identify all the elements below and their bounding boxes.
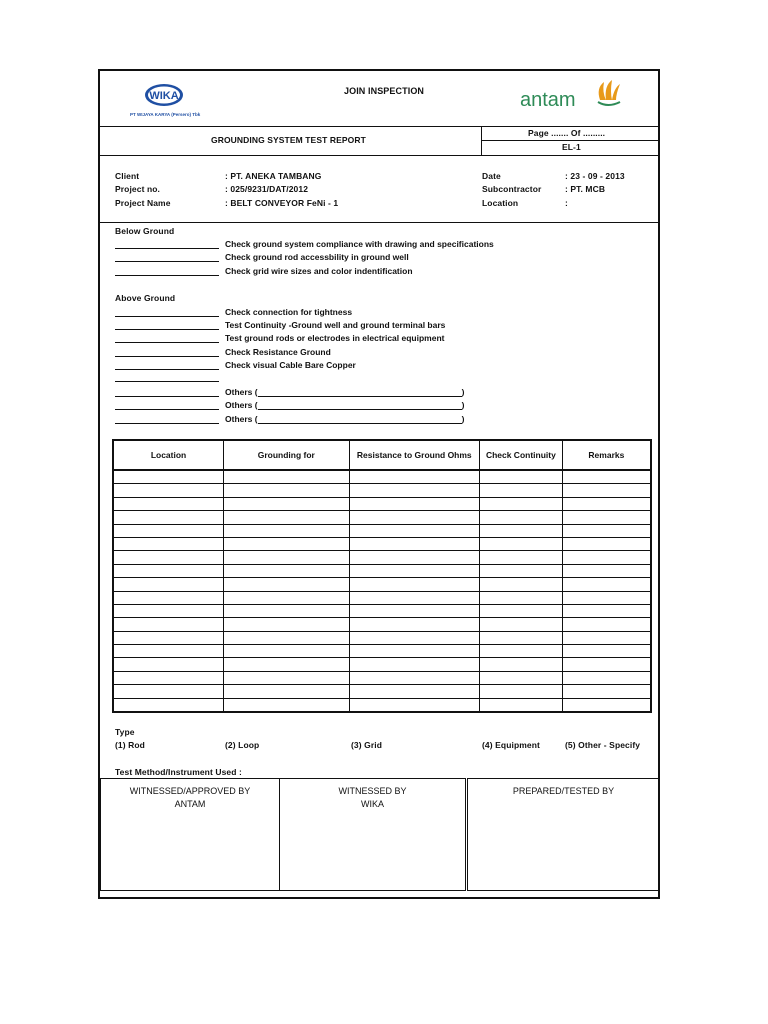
- check-blank[interactable]: [115, 322, 219, 330]
- signature-box-prepared[interactable]: [467, 778, 660, 891]
- others-close: ): [461, 387, 465, 397]
- checklist-item: [115, 239, 494, 249]
- table-cell[interactable]: [113, 591, 224, 604]
- table-row: [113, 497, 651, 510]
- table-cell[interactable]: [224, 524, 350, 537]
- table-row: [113, 645, 651, 658]
- table-cell[interactable]: [224, 698, 350, 712]
- table-row: [113, 537, 651, 550]
- table-cell[interactable]: [224, 618, 350, 631]
- signature-title: PREPARED/TESTED BY: [512, 786, 615, 796]
- table-row: [113, 524, 651, 537]
- table-cell[interactable]: [562, 591, 651, 604]
- table-cell[interactable]: [113, 484, 224, 497]
- project-no-label: Project no.: [115, 184, 161, 194]
- table-row: [113, 578, 651, 591]
- table-cell[interactable]: [480, 698, 563, 712]
- table-cell[interactable]: [113, 470, 224, 484]
- checklist-item: [115, 320, 445, 330]
- date-label: Date: [482, 171, 501, 181]
- page-box-midline: [481, 140, 660, 141]
- info-bottom-line: [98, 222, 660, 223]
- table-row: [113, 470, 651, 484]
- table-row: [113, 604, 651, 617]
- table-cell[interactable]: [224, 470, 350, 484]
- table-cell[interactable]: [480, 537, 563, 550]
- table-cell[interactable]: [562, 564, 651, 577]
- table-cell[interactable]: [224, 537, 350, 550]
- checklist-label: Test Continuity -Ground well and ground terminal bars: [225, 320, 446, 330]
- table-cell[interactable]: [349, 470, 479, 484]
- table-cell[interactable]: [562, 671, 651, 684]
- table-cell[interactable]: [113, 671, 224, 684]
- table-cell[interactable]: [224, 604, 350, 617]
- table-cell[interactable]: [224, 484, 350, 497]
- table-row: [113, 591, 651, 604]
- others-close: ): [461, 400, 465, 410]
- check-blank[interactable]: [115, 362, 219, 370]
- table-cell[interactable]: [113, 551, 224, 564]
- table-cell[interactable]: [480, 524, 563, 537]
- table-cell[interactable]: [480, 685, 563, 698]
- check-blank[interactable]: [115, 335, 219, 343]
- subcontractor-value: : PT. MCB: [565, 184, 606, 194]
- table-cell[interactable]: [113, 564, 224, 577]
- table-cell[interactable]: [349, 645, 479, 658]
- check-blank[interactable]: [115, 402, 219, 410]
- table-cell[interactable]: [480, 484, 563, 497]
- table-row: [113, 671, 651, 684]
- table-cell[interactable]: [113, 698, 224, 712]
- table-cell[interactable]: [349, 524, 479, 537]
- table-cell[interactable]: [480, 645, 563, 658]
- title-bottom-line: [98, 155, 660, 156]
- table-cell[interactable]: [224, 564, 350, 577]
- type-option-loop: (2) Loop: [225, 740, 260, 750]
- table-cell[interactable]: [480, 564, 563, 577]
- table-cell[interactable]: [562, 604, 651, 617]
- type-option-other: (5) Other - Specify: [565, 740, 641, 750]
- table-cell[interactable]: [349, 685, 479, 698]
- check-blank[interactable]: [115, 309, 219, 317]
- others-field[interactable]: [258, 416, 462, 424]
- table-cell[interactable]: [113, 578, 224, 591]
- table-cell[interactable]: [562, 524, 651, 537]
- table-row: [113, 631, 651, 644]
- antam-logo-icon: [520, 78, 624, 112]
- checklist-label: Check Resistance Ground: [225, 347, 331, 357]
- checklist-item: [115, 333, 444, 343]
- table-cell[interactable]: [562, 497, 651, 510]
- table-cell[interactable]: [349, 591, 479, 604]
- others-item: [115, 414, 464, 424]
- test-method-label: Test Method/Instrument Used :: [115, 767, 242, 777]
- table-cell[interactable]: [480, 551, 563, 564]
- table-row: [113, 551, 651, 564]
- signature-box-wika[interactable]: [279, 778, 466, 891]
- check-blank[interactable]: [115, 389, 219, 397]
- table-cell[interactable]: [562, 551, 651, 564]
- table-cell[interactable]: [562, 470, 651, 484]
- table-cell[interactable]: [480, 671, 563, 684]
- table-cell[interactable]: [224, 685, 350, 698]
- table-cell[interactable]: [349, 551, 479, 564]
- table-row: [113, 511, 651, 524]
- table-cell[interactable]: [113, 685, 224, 698]
- table-header-row: [113, 440, 651, 470]
- type-option-equipment: (4) Equipment: [482, 740, 540, 750]
- check-blank[interactable]: [115, 254, 219, 262]
- table-row: [113, 658, 651, 671]
- table-cell[interactable]: [349, 698, 479, 712]
- form-title: JOIN INSPECTION: [344, 86, 425, 96]
- table-row: [113, 484, 651, 497]
- results-table: [112, 439, 652, 713]
- table-cell[interactable]: [480, 658, 563, 671]
- table-cell[interactable]: [349, 671, 479, 684]
- table-cell[interactable]: [224, 578, 350, 591]
- table-cell[interactable]: [113, 537, 224, 550]
- checklist-item: [115, 252, 409, 262]
- table-cell[interactable]: [562, 698, 651, 712]
- check-blank[interactable]: [115, 268, 219, 276]
- table-cell[interactable]: [113, 618, 224, 631]
- table-cell[interactable]: [562, 631, 651, 644]
- table-body: [113, 470, 651, 712]
- table-row: [113, 685, 651, 698]
- table-cell[interactable]: [349, 537, 479, 550]
- others-label: Others (: [225, 400, 258, 410]
- check-blank[interactable]: [115, 416, 219, 424]
- table-cell[interactable]: [113, 511, 224, 524]
- client-label: Client: [115, 171, 140, 181]
- subcontractor-label: Subcontractor: [482, 184, 542, 194]
- checklist-item: [115, 347, 331, 357]
- checklist-label: Check ground rod accessbility in ground well: [225, 252, 409, 262]
- table-row: [113, 698, 651, 712]
- table-cell[interactable]: [562, 537, 651, 550]
- type-option-rod: (1) Rod: [115, 740, 145, 750]
- table-cell[interactable]: [224, 631, 350, 644]
- table-cell[interactable]: [349, 497, 479, 510]
- document-code: EL-1: [562, 142, 581, 152]
- table-cell[interactable]: [224, 591, 350, 604]
- table-row: [113, 564, 651, 577]
- others-label: Others (: [225, 414, 258, 424]
- table-cell[interactable]: [113, 604, 224, 617]
- table-cell[interactable]: [224, 645, 350, 658]
- table-cell[interactable]: [224, 671, 350, 684]
- table-cell[interactable]: [480, 511, 563, 524]
- checklist-label: Check visual Cable Bare Copper: [225, 360, 356, 370]
- signature-title: WITNESSED BY: [338, 786, 407, 796]
- location-label: Location: [482, 198, 519, 208]
- checklist-label: Check grid wire sizes and color indentification: [225, 266, 413, 276]
- antam-logo: [520, 78, 624, 117]
- table-cell[interactable]: [113, 631, 224, 644]
- check-blank[interactable]: [115, 241, 219, 249]
- checklist-item: [115, 374, 225, 382]
- below-ground-heading: Below Ground: [115, 226, 175, 236]
- table-cell[interactable]: [224, 511, 350, 524]
- table-cell[interactable]: [480, 604, 563, 617]
- others-item: [115, 400, 464, 410]
- checklist-item: [115, 360, 356, 370]
- table-cell[interactable]: [480, 470, 563, 484]
- svg-text:WIKA: WIKA: [149, 90, 179, 102]
- table-cell[interactable]: [224, 551, 350, 564]
- table-cell[interactable]: [349, 511, 479, 524]
- table-cell[interactable]: [349, 618, 479, 631]
- others-label: Others (: [225, 387, 258, 397]
- table-cell[interactable]: [113, 658, 224, 671]
- project-no-value: : 025/9231/DAT/2012: [225, 184, 309, 194]
- table-row: [113, 618, 651, 631]
- table-cell[interactable]: [349, 484, 479, 497]
- date-value: : 23 - 09 - 2013: [565, 171, 625, 181]
- client-value: : PT. ANEKA TAMBANG: [225, 171, 322, 181]
- column-header-grounding-for: Grounding for: [224, 440, 350, 470]
- project-name-value: : BELT CONVEYOR FeNi - 1: [225, 198, 339, 208]
- table-cell[interactable]: [113, 645, 224, 658]
- others-field[interactable]: [258, 402, 462, 410]
- project-name-label: Project Name: [115, 198, 171, 208]
- table-cell[interactable]: [562, 618, 651, 631]
- table-cell[interactable]: [562, 511, 651, 524]
- check-blank[interactable]: [115, 374, 219, 382]
- wika-company-name: PT WIJAYA KARYA (Persero) Tbk: [130, 112, 201, 117]
- table-cell[interactable]: [224, 658, 350, 671]
- checklist-label: Test ground rods or electrodes in electrical equipment: [225, 333, 445, 343]
- column-header-resistance: Resistance to Ground Ohms: [349, 440, 479, 470]
- svg-text:antam: antam: [520, 89, 576, 111]
- type-option-grid: (3) Grid: [351, 740, 383, 750]
- table-cell[interactable]: [349, 658, 479, 671]
- signature-box-antam[interactable]: [100, 778, 280, 891]
- table-cell[interactable]: [224, 497, 350, 510]
- table-cell[interactable]: [349, 631, 479, 644]
- checklist-item: [115, 307, 352, 317]
- table-cell[interactable]: [349, 604, 479, 617]
- table-cell[interactable]: [480, 591, 563, 604]
- table-cell[interactable]: [480, 497, 563, 510]
- table-cell[interactable]: [480, 631, 563, 644]
- table-cell[interactable]: [480, 618, 563, 631]
- others-field[interactable]: [258, 389, 462, 397]
- signature-party: WIKA: [360, 799, 384, 809]
- table-cell[interactable]: [562, 484, 651, 497]
- table-cell[interactable]: [113, 497, 224, 510]
- table-cell[interactable]: [562, 645, 651, 658]
- others-close: ): [461, 414, 465, 424]
- page-number-label: Page ....... Of .........: [528, 128, 606, 138]
- column-header-location: Location: [113, 440, 224, 470]
- location-value: :: [565, 198, 568, 208]
- checklist-label: Check connection for tightness: [225, 307, 353, 317]
- table-cell[interactable]: [349, 564, 479, 577]
- table-cell[interactable]: [562, 658, 651, 671]
- above-ground-heading: Above Ground: [115, 293, 176, 303]
- table-cell[interactable]: [562, 685, 651, 698]
- others-item: [115, 387, 464, 397]
- column-header-continuity: Check Continuity: [480, 440, 563, 470]
- checklist-item: [115, 266, 413, 276]
- signature-party: ANTAM: [174, 799, 206, 809]
- table-cell[interactable]: [113, 524, 224, 537]
- report-title: GROUNDING SYSTEM TEST REPORT: [211, 135, 366, 145]
- checklist-label: Check ground system compliance with drawing and specifications: [225, 239, 494, 249]
- check-blank[interactable]: [115, 349, 219, 357]
- wika-logo-icon: [143, 82, 203, 116]
- table-cell[interactable]: [480, 578, 563, 591]
- table-cell[interactable]: [562, 578, 651, 591]
- signature-title: WITNESSED/APPROVED BY: [129, 786, 251, 796]
- header-bottom-line: [98, 126, 660, 127]
- column-header-remarks: Remarks: [562, 440, 651, 470]
- table-cell[interactable]: [349, 578, 479, 591]
- type-heading: Type: [115, 727, 135, 737]
